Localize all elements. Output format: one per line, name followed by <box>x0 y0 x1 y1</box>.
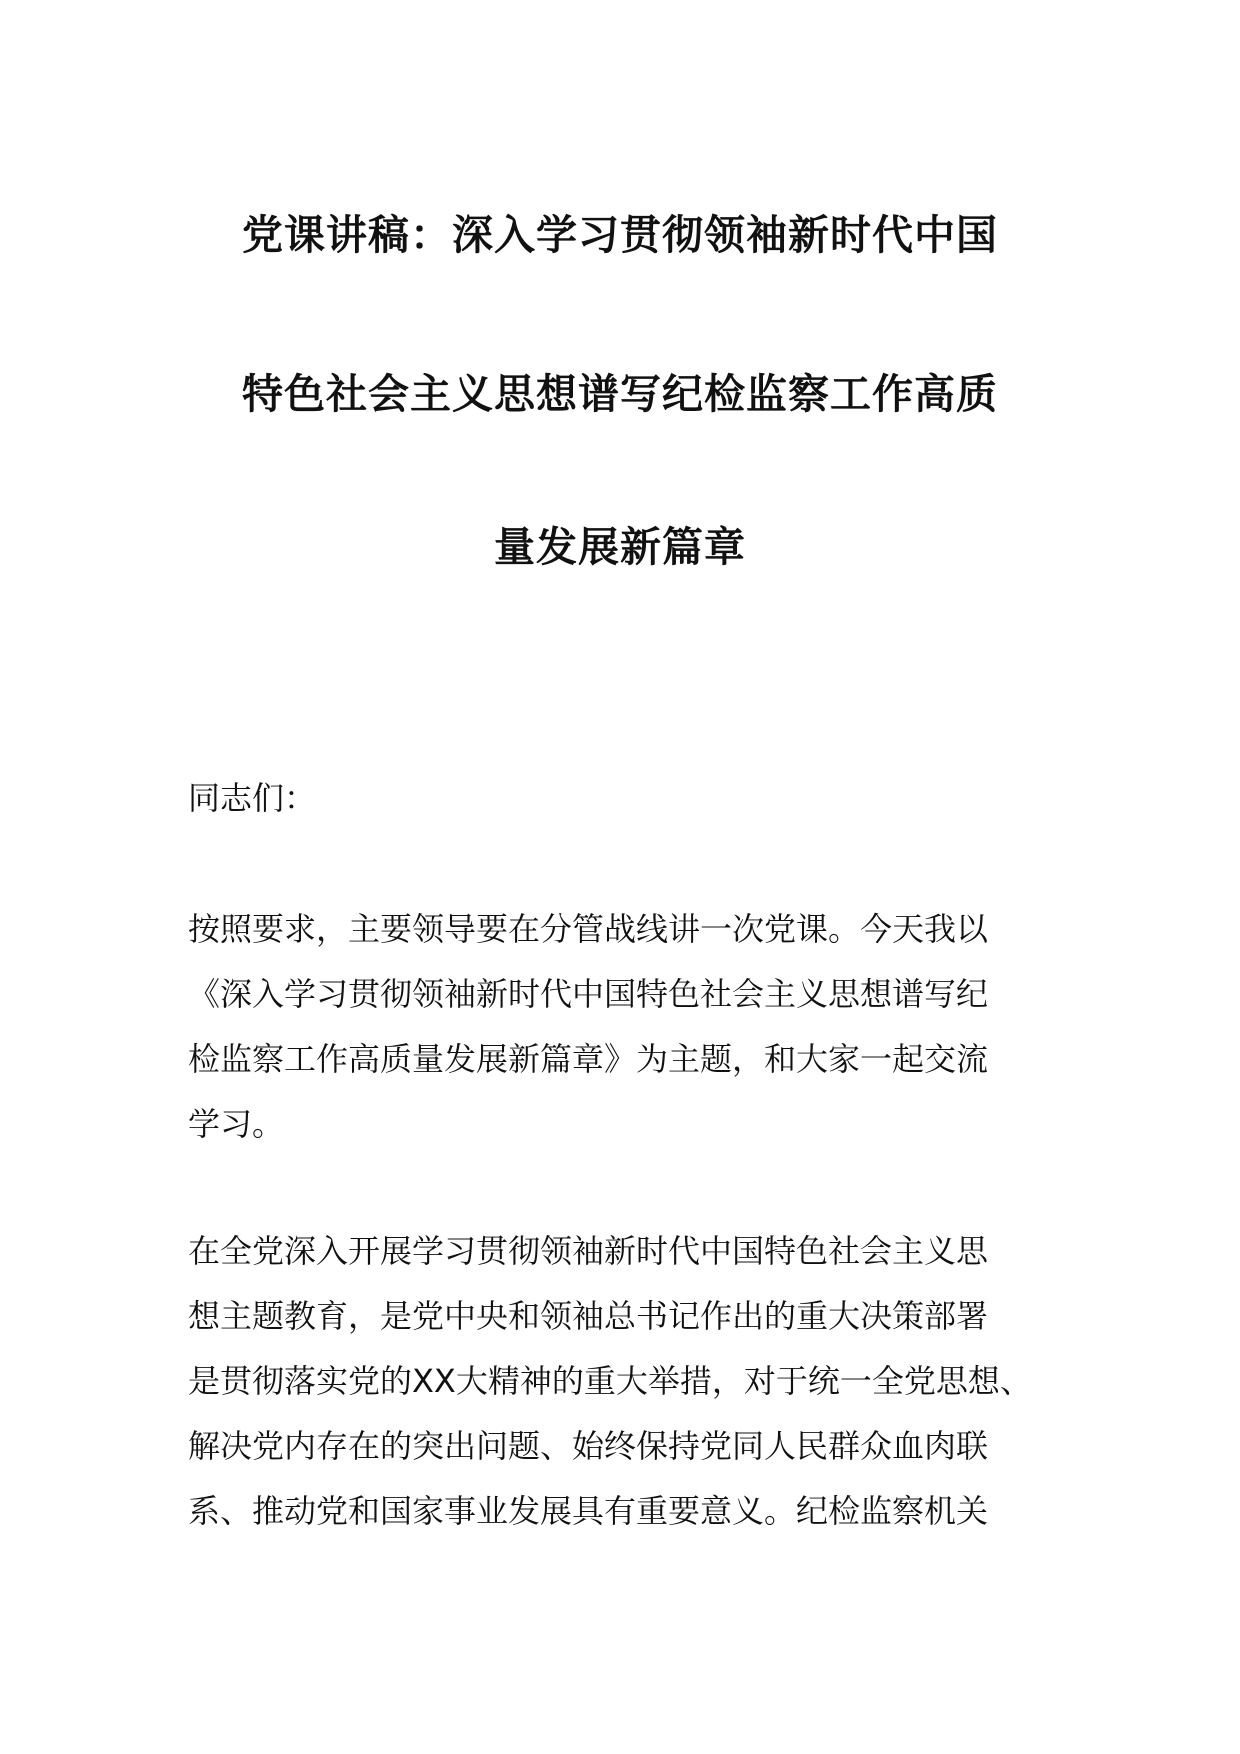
paragraph-line: 按照要求，主要领导要在分管战线讲一次党课。今天我以 <box>188 910 989 948</box>
paragraph-2 <box>188 1219 1088 1544</box>
paragraph-line: 系、推动党和国家事业发展具有重要意义。纪检监察机关 <box>188 1492 989 1530</box>
title-line-1: 党课讲稿：深入学习贯彻领袖新时代中国 <box>242 211 998 259</box>
paragraph-line: 《深入学习贯彻领袖新时代中国特色社会主义思想谱写纪 <box>188 975 989 1013</box>
paragraph-line: 想主题教育，是党中央和领袖总书记作出的重大决策部署 <box>188 1297 989 1335</box>
paragraph-line: 检监察工作高质量发展新篇章》为主题，和大家一起交流 <box>188 1040 989 1078</box>
paragraph-line: 解决党内存在的突出问题、始终保持党同人民群众血肉联 <box>188 1427 989 1465</box>
paragraph-1 <box>188 897 1088 1157</box>
title-line-2: 特色社会主义思想谱写纪检监察工作高质 <box>242 370 998 418</box>
paragraph-line: 是贯彻落实党的XX大精神的重大举措，对于统一全党思想、 <box>188 1362 1032 1400</box>
title-line-3: 量发展新篇章 <box>494 523 746 571</box>
paragraph-line: 学习。 <box>188 1105 285 1143</box>
salutation: 同志们： <box>188 779 317 817</box>
paragraph-line: 在全党深入开展学习贯彻领袖新时代中国特色社会主义思 <box>188 1232 989 1270</box>
